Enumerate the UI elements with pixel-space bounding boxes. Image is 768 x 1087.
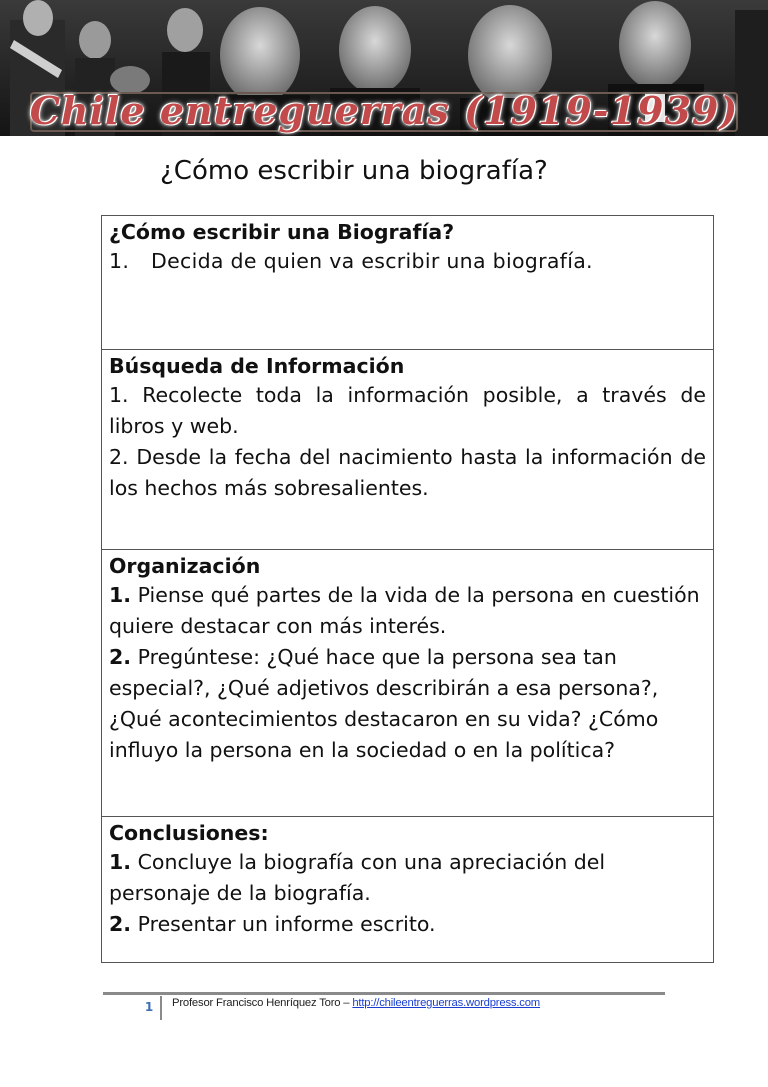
list-item xyxy=(109,380,706,442)
item-number: 1. xyxy=(109,583,132,607)
section-heading: Organización xyxy=(109,554,261,578)
list-item xyxy=(109,580,706,642)
list-item xyxy=(109,909,706,940)
page-number: 1 xyxy=(144,1000,154,1014)
section-heading: ¿Cómo escribir una Biografía? xyxy=(109,220,455,244)
list-item xyxy=(109,442,706,504)
section-conclusions xyxy=(102,817,713,962)
section-organization xyxy=(102,550,713,817)
section-research xyxy=(102,350,713,550)
item-text: Pregúntese: ¿Qué hace que la persona sea tan especial?, ¿Qué adjetivos describirán a esa persona?, ¿Qué acontecimientos destacaron en su vida? ¿Cómo influyo la persona en la sociedad o en la política? xyxy=(109,645,659,762)
item-number: 2. xyxy=(109,912,132,936)
item-text: Decida de quien va escribir una biografía. xyxy=(151,249,593,273)
footer-credit xyxy=(172,997,540,1009)
item-text: Recolecte toda la información posible, a través de libros y web. xyxy=(109,383,706,438)
list-item xyxy=(109,847,706,909)
section-heading: Búsqueda de Información xyxy=(109,354,405,378)
footer-separator xyxy=(160,996,162,1020)
item-number: 2. xyxy=(109,645,132,669)
page-title: ¿Cómo escribir una biografía? xyxy=(160,156,548,186)
header-banner xyxy=(0,0,768,136)
item-number: 2. xyxy=(109,445,129,469)
item-text: Piense qué partes de la vida de la persona en cuestión quiere destacar con más interés. xyxy=(109,583,700,638)
item-text: Concluye la biografía con una apreciación del personaje de la biografía. xyxy=(109,850,606,905)
item-text: Desde la fecha del nacimiento hasta la información de los hechos más sobresalientes. xyxy=(109,445,706,500)
footer-divider xyxy=(103,992,665,995)
footer-link[interactable]: http://chileentreguerras.wordpress.com xyxy=(352,997,541,1009)
section-how-to xyxy=(102,216,713,350)
item-number: 1. xyxy=(109,383,129,407)
footer-author: Profesor Francisco Henríquez Toro – xyxy=(172,997,353,1009)
item-number: 1. xyxy=(109,850,132,874)
list-item xyxy=(109,642,706,766)
item-number: 1. xyxy=(109,249,130,273)
item-text: Presentar un informe escrito. xyxy=(137,912,436,936)
section-heading: Conclusiones: xyxy=(109,821,269,845)
biography-guide-table xyxy=(101,215,714,963)
list-item xyxy=(109,246,706,277)
banner-title: Chile entreguerras (1919-1939) xyxy=(29,88,739,133)
